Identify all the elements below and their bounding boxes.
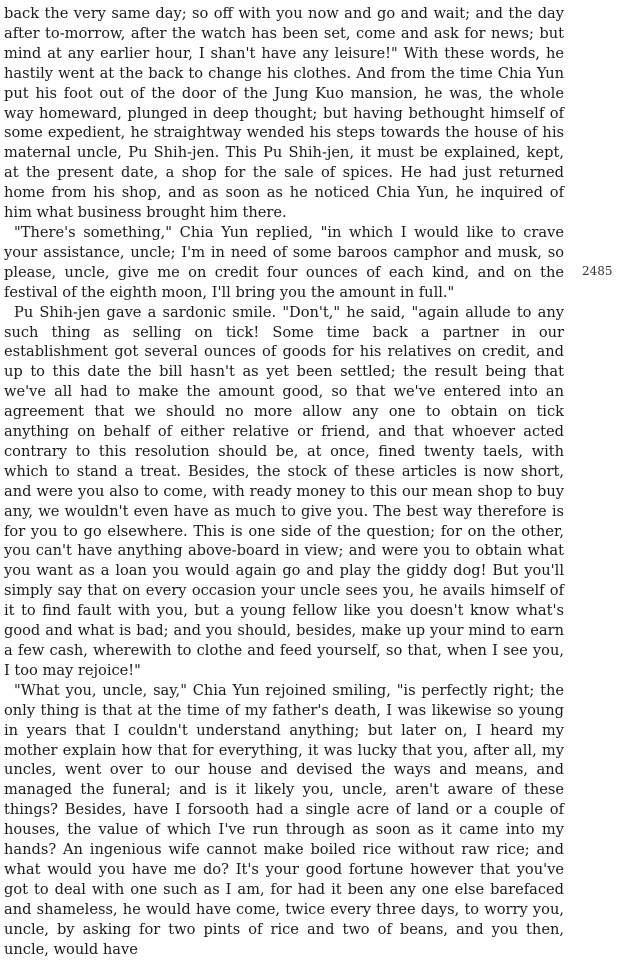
page-number: 2485 [582, 264, 613, 278]
paragraph-chia-yun-rejoinder: "What you, uncle, say," Chia Yun rejoined smiling, "is perfectly right; the only thing is that at the time of my father's death, I was likewise so young in years that I couldn't understand anything; but later on, I heard my mother explain how that for everything, it was lucky that you, after all, my uncles, went over to our house and devised the ways and means, and managed the funeral; and is it likely you, uncle, aren't aware of these things? Besides, have I forsooth had a single acre of land or a couple of houses, the value of which I've run through as soon as it came into my hands? An ingenious wife cannot make boiled rice without raw rice; and what would you have me do? It's your good fortune however that you've got to deal with one such as I am, for had it been any one else barefaced and shameless, he would have come, twice every three days, to worry you, uncle, by asking for two pints of rice and two of beans, and you then, uncle, would have [4, 681, 564, 958]
paragraph-pu-shih-jen-reply: Pu Shih-jen gave a sardonic smile. "Don't," he said, "again allude to any such thing as selling on tick! Some time back a partner in our establishment got several ounces of goods for his relatives on credit, and up to this date the bill hasn't as yet been settled; the result being that we've all had to make the amount good, so that we've entered into an agreement that we should no more allow any one to obtain on tick anything on behalf of either relative or friend, and that whoever acted contrary to this resolution should be, at once, fined twenty taels, with which to stand a treat. Besides, the stock of these articles is now short, and were you also to come, with ready money to this our mean shop to buy any, we wouldn't even have as much to give you. The best way therefore is for you to go elsewhere. This is one side of the question; for on the other, you can't have anything above-board in view; and were you to obtain what you want as a loan you would again go and play the giddy dog! But you'll simply say that on every occasion your uncle sees you, he avails himself of it to find fault with you, but a young fellow like you doesn't know what's good and what is bad; and you should, besides, make up your mind to earn a few cash, wherewith to clothe and feed yourself, so that, when I see you, I too may rejoice!" [4, 303, 564, 679]
paragraph-continuation: back the very same day; so off with you now and go and wait; and the day after to-morrow, after the watch has been set, come and ask for news; but mind at any earlier hour, I shan't have any leisure!" With these words, he hastily went at the back to change his clothes. And from the time Chia Yun put his foot out of the door of the Jung Kuo mansion, he was, the whole way homeward, plunged in deep thought; but having bethought himself of some expedient, he straightway wended his steps towards the house of his maternal uncle, Pu Shih-jen. This Pu Shih-jen, it must be explained, kept, at the present date, a shop for the sale of spices. He had just returned home from his shop, and as soon as he noticed Chia Yun, he inquired of him what business brought him there. [4, 5, 564, 222]
paragraph-chia-yun-request: "There's something," Chia Yun replied, "in which I would like to crave your assistance, uncle; I'm in need of some baroos camphor and musk, so please, uncle, give me on credit four ounces of each kind, and on the festival of the eighth moon, I'll bring you the amount in full." [4, 223, 564, 301]
body-text [4, 4, 564, 960]
